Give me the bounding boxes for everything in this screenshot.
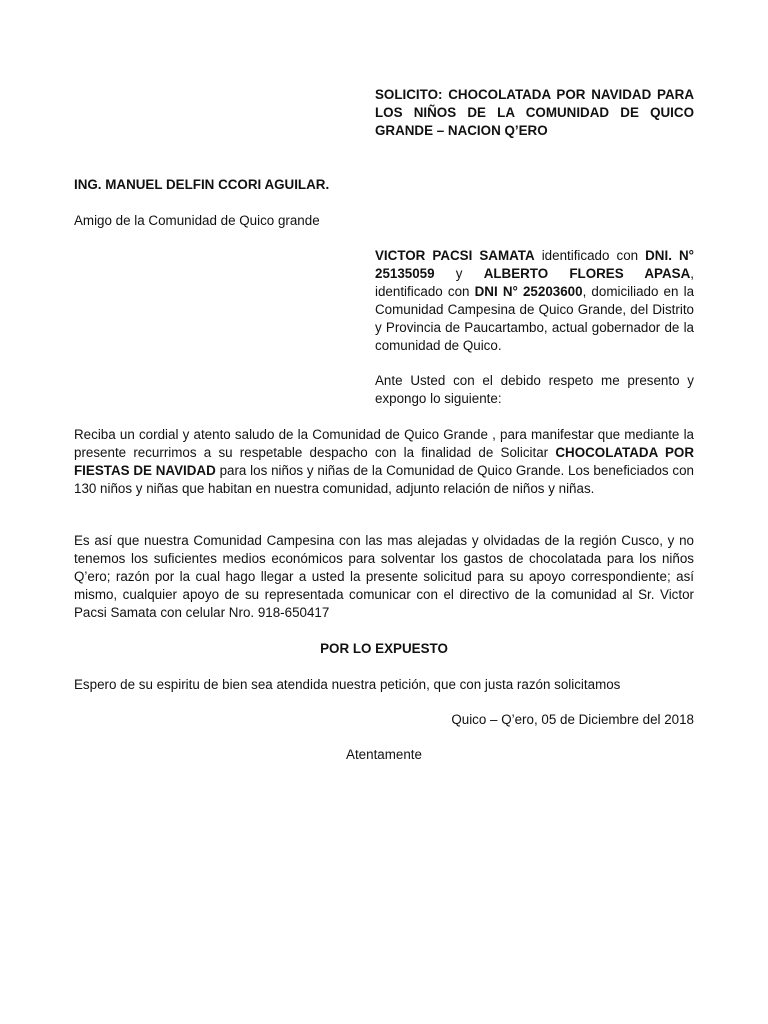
petitioner-dni-1: DNI. N° 25135059 [375, 248, 694, 281]
petitioner-name-1: VICTOR PACSI SAMATA [375, 248, 535, 263]
petitioner-text-4: , domiciliado en la Comunidad Campesina de Quico Grande, del Distrito y Provincia de Paucartambo, actual gobernador de la comunidad de Quico. [375, 284, 695, 353]
petitioner-text-1: identificado con [534, 248, 646, 263]
recipient-name: ING. MANUEL DELFIN CCORI AGUILAR. [74, 177, 330, 192]
closing-request: Espero de su espiritu de bien sea atendida nuestra petición, que con justa razón solicitamos [74, 677, 621, 692]
petitioner-text-2: y [434, 266, 484, 281]
body-paragraph-2: Es así que nuestra Comunidad Campesina con las mas alejadas y olvidadas de la región Cusco, y no tenemos los suficientes medios económicos para solventar los gastos de chocolatada para los niños Q’ero; razón por la cual hago llegar a usted la presente solicitud para su apoyo correspondiente; así mismo, cualquier apoyo de su representada comunicar con el directivo de la comunidad al Sr. Victor Pacsi Samata con celular Nro. 918-650417 [74, 533, 694, 620]
petitioner-name-2: ALBERTO FLORES APASA [483, 266, 691, 281]
por-lo-expuesto-heading: POR LO EXPUESTO [320, 641, 448, 656]
body-paragraph-1-end: para los niños y niñas de la Comunidad de Quico Grande. Los beneficiados con 130 niños y niñas que habitan en nuestra comunidad, adjunto relación de niños y niñas. [74, 463, 694, 496]
petitioner-text-3: , identificado con [375, 266, 694, 299]
subject-line: SOLICITO: CHOCOLATADA POR NAVIDAD PARA LOS NIÑOS DE LA COMUNIDAD DE QUICO GRANDE – NACION Q’ERO [375, 87, 694, 138]
petitioner-dni-2: DNI N° 25203600 [474, 284, 583, 299]
signoff: Atentamente [346, 747, 422, 762]
petitioner-paragraph [375, 247, 694, 355]
body-paragraph-1 [74, 426, 694, 498]
greeting-paragraph: Ante Usted con el debido respeto me presento y expongo lo siguiente: [375, 373, 694, 406]
place-date: Quico – Q’ero, 05 de Diciembre del 2018 [451, 712, 694, 727]
body-paragraph-1-start: Reciba un cordial y atento saludo de la Comunidad de Quico Grande , para manifestar que mediante la presente recurrimos a su respetable despacho con la finalidad de Solicitar [74, 427, 694, 460]
body-paragraph-1-emphasis: CHOCOLATADA POR FIESTAS DE NAVIDAD [74, 445, 694, 478]
recipient-role: Amigo de la Comunidad de Quico grande [74, 213, 320, 228]
